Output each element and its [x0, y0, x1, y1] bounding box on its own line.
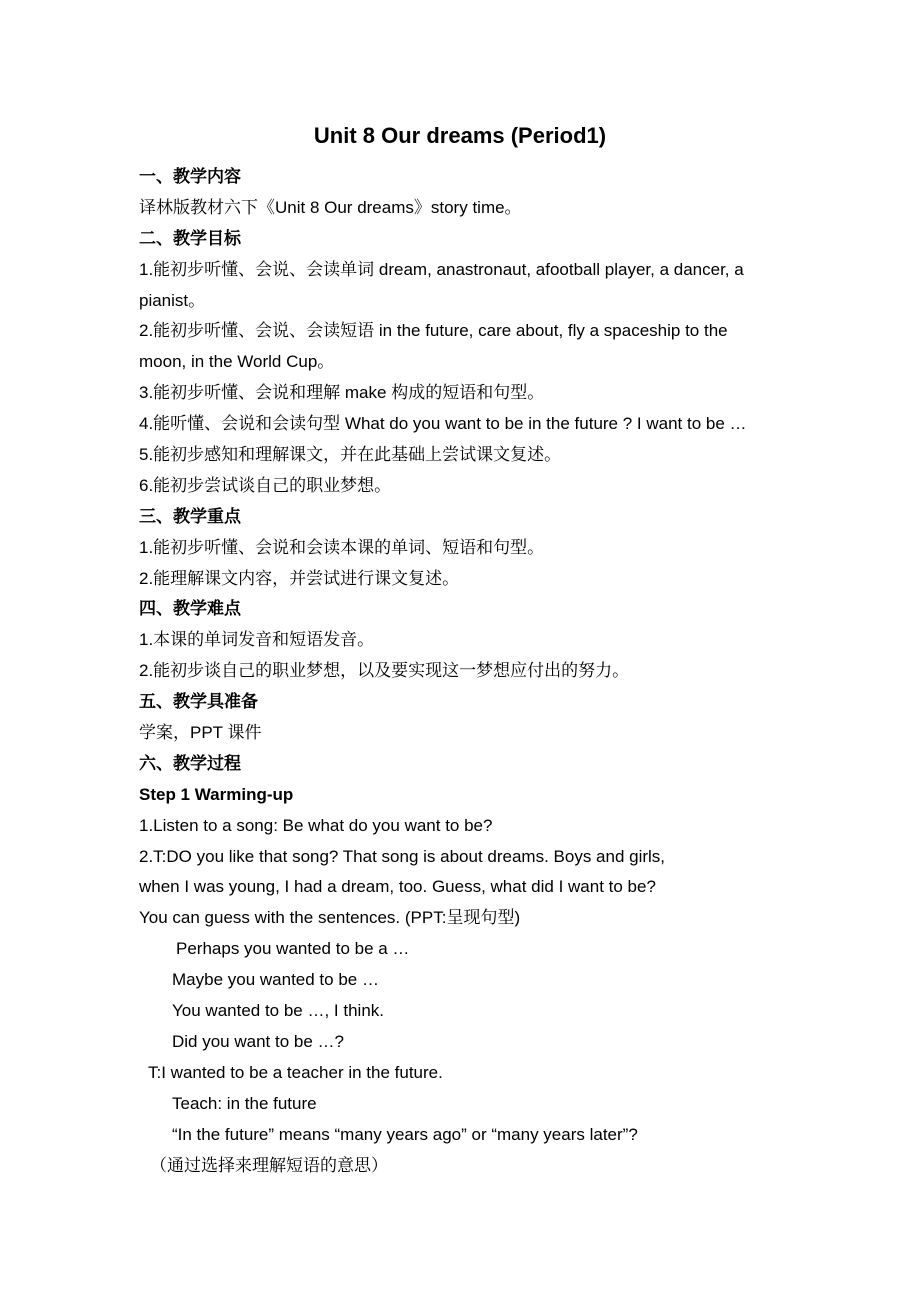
- process-line: 1.Listen to a song: Be what do you want to be?: [139, 815, 493, 835]
- objective-line: 5.能初步感知和理解课文，并在此基础上尝试课文复述。: [139, 445, 562, 465]
- teacher-line: T:I wanted to be a teacher in the future.: [148, 1062, 443, 1082]
- section-heading-objectives: 二、教学目标: [139, 228, 241, 248]
- materials-text: 学案，PPT 课件: [139, 723, 262, 743]
- teach-line: Teach: in the future: [172, 1093, 317, 1113]
- difficulty-line: 2.能初步谈自己的职业梦想，以及要实现这一梦想应付出的努力。: [139, 661, 630, 681]
- note-line: （通过选择来理解短语的意思）: [150, 1155, 388, 1175]
- objective-line: 3.能初步听懂、会说和理解 make 构成的短语和句型。: [139, 383, 545, 403]
- document-body: [139, 162, 804, 1181]
- document-title: Unit 8 Our dreams (Period1): [313, 123, 607, 148]
- section-heading-difficulties: 四、教学难点: [139, 599, 241, 619]
- objective-line: pianist。: [139, 290, 206, 310]
- key-point-line: 2.能理解课文内容，并尝试进行课文复述。: [139, 568, 460, 588]
- sentence-pattern: Maybe you wanted to be …: [172, 970, 379, 990]
- section-heading-process: 六、教学过程: [139, 753, 241, 773]
- difficulty-line: 1.本课的单词发音和短语发音。: [139, 630, 375, 650]
- objective-line: 1.能初步听懂、会说、会读单词 dream, anastronaut, afootball player, a dancer, a: [139, 259, 744, 279]
- sentence-pattern: You wanted to be …, I think.: [172, 1001, 385, 1021]
- objective-line: 6.能初步尝试谈自己的职业梦想。: [139, 475, 392, 495]
- objective-line: moon, in the World Cup。: [139, 352, 335, 372]
- step1-heading: Step 1 Warming-up: [139, 784, 294, 804]
- objective-line: 2.能初步听懂、会说、会读短语 in the future, care about, fly a spaceship to the: [139, 321, 728, 341]
- section-heading-materials: 五、教学具准备: [139, 692, 258, 712]
- sentence-pattern: Perhaps you wanted to be a …: [176, 939, 410, 959]
- section-heading-content: 一、教学内容: [139, 167, 241, 186]
- objective-line: 4.能听懂、会说和会读句型 What do you want to be in the future ? I want to be …: [139, 414, 747, 434]
- process-line: 2.T:DO you like that song? That song is about dreams. Boys and girls,: [139, 846, 666, 866]
- process-line: You can guess with the sentences. (PPT:呈现句型): [139, 908, 521, 928]
- process-line: when I was young, I had a dream, too. Guess, what did I want to be?: [139, 877, 656, 897]
- section-heading-key-points: 三、教学重点: [139, 506, 241, 526]
- content-text: 译林版教材六下《Unit 8 Our dreams》story time。: [139, 197, 522, 217]
- teach-line: “In the future” means “many years ago” or “many years later”?: [172, 1124, 638, 1144]
- key-point-line: 1.能初步听懂、会说和会读本课的单词、短语和句型。: [139, 537, 545, 557]
- sentence-pattern: Did you want to be …?: [172, 1031, 344, 1051]
